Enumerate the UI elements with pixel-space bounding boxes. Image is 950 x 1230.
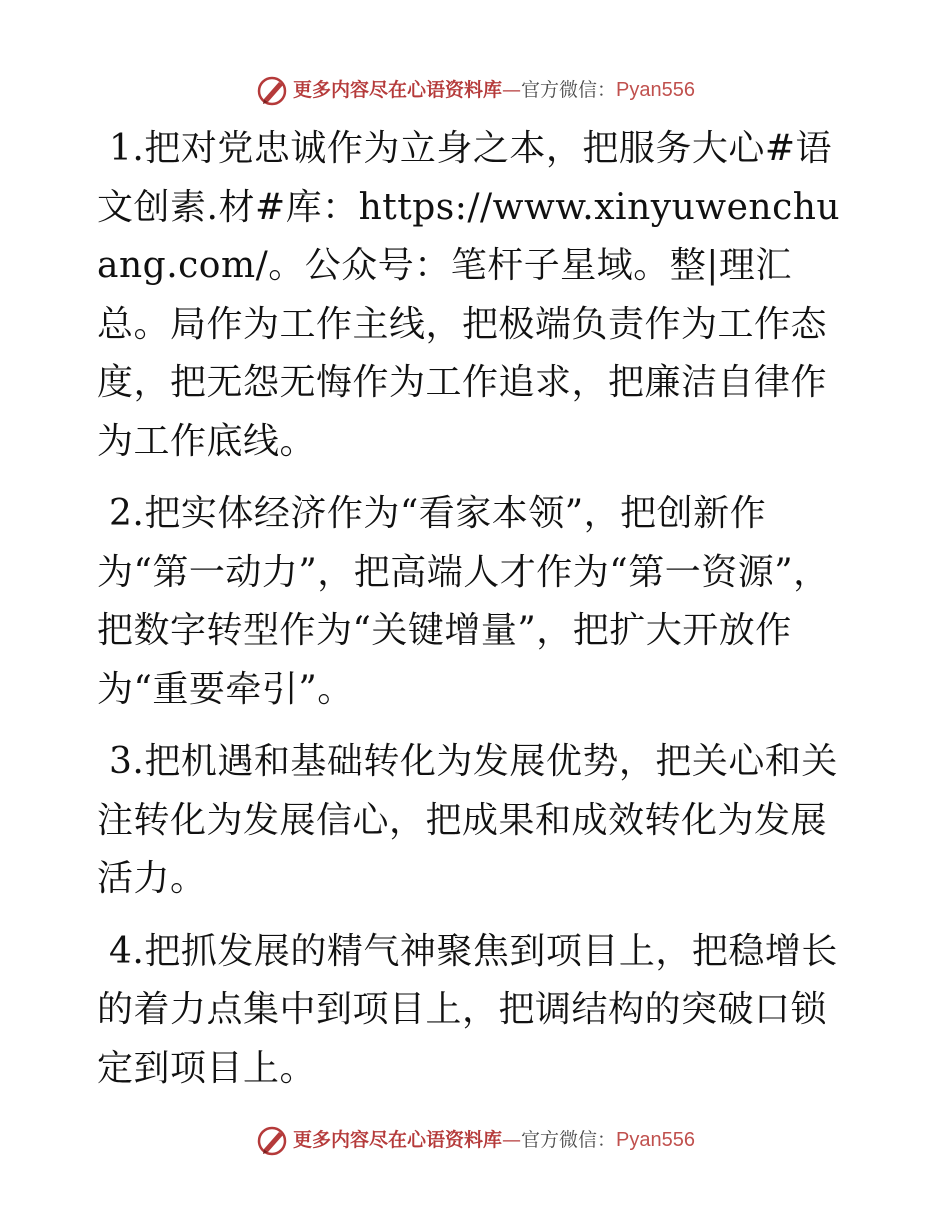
paragraph-text: 把对党忠诚作为立身之本，把服务大心#语文创素.材#库：https://www.xinyuwenchuang.com/。公众号：笔杆子星域。整|理汇总。局作为工作主线，把极端负责作为工作态度，把无怨无悔作为工作追求，把廉洁自律作为工作底线。 bbox=[97, 128, 841, 462]
banner-wechat-id: Pyan556 bbox=[616, 1129, 695, 1151]
header-banner bbox=[0, 70, 950, 110]
paragraph-1 bbox=[97, 120, 857, 471]
paragraph-number: 3. bbox=[108, 741, 145, 782]
paragraph-2 bbox=[97, 485, 857, 719]
pen-logo-icon bbox=[255, 73, 289, 107]
banner-dash: — bbox=[502, 79, 522, 101]
paragraph-number: 1. bbox=[108, 128, 145, 169]
footer-banner bbox=[0, 1120, 950, 1160]
banner-text bbox=[293, 80, 695, 100]
paragraph-4 bbox=[97, 923, 857, 1099]
paragraph-text: 把抓发展的精气神聚焦到项目上，把稳增长的着力点集中到项目上，把调结构的突破口锁定到项目上。 bbox=[97, 930, 838, 1089]
banner-main-text: 更多内容尽在心语资料库 bbox=[293, 1129, 503, 1151]
banner-text bbox=[293, 1130, 695, 1150]
banner-wechat-label: 官方微信： bbox=[521, 79, 617, 101]
document-body bbox=[97, 120, 857, 1112]
banner-wechat-label: 官方微信： bbox=[521, 1129, 617, 1151]
paragraph-text: 把实体经济作为“看家本领”，把创新作为“第一动力”，把高端人才作为“第一资源”，把数字转型作为“关键增量”，把扩大开放作为“重要牵引”。 bbox=[97, 493, 830, 710]
pen-logo-icon bbox=[255, 1123, 289, 1157]
banner-dash: — bbox=[502, 1129, 522, 1151]
paragraph-text: 把机遇和基础转化为发展优势，把关心和关注转化为发展信心，把成果和成效转化为发展活力。 bbox=[97, 741, 838, 899]
paragraph-number: 2. bbox=[108, 493, 145, 534]
banner-wechat-id: Pyan556 bbox=[616, 79, 695, 101]
paragraph-3 bbox=[97, 733, 857, 909]
banner-main-text: 更多内容尽在心语资料库 bbox=[293, 79, 503, 101]
paragraph-number: 4. bbox=[108, 930, 145, 972]
